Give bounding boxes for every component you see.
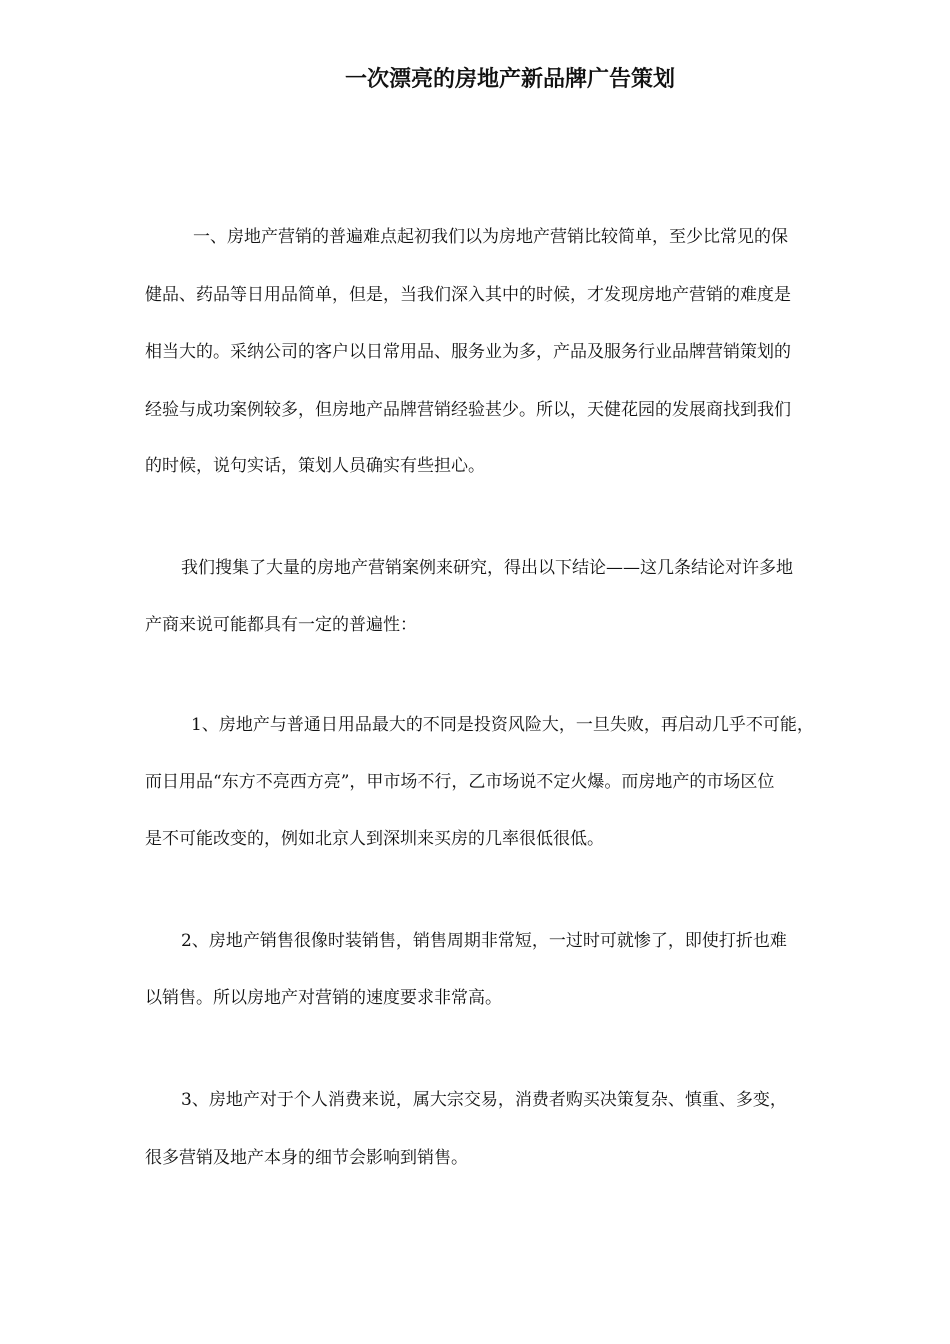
paragraph-line: 一、房地产营销的普遍难点起初我们以为房地产营销比较简单，至少比常见的保: [193, 227, 788, 247]
paragraph-line: 经验与成功案例较多，但房地产品牌营销经验甚少。所以，天健花园的发展商找到我们: [145, 400, 791, 420]
paragraph-line: 的时候，说句实话，策划人员确实有些担心。: [145, 456, 485, 476]
paragraph-line: 而日用品“东方不亮西方亮”，甲市场不行，乙市场说不定火爆。而房地产的市场区位: [145, 772, 775, 792]
paragraph-line: 我们搜集了大量的房地产营销案例来研究，得出以下结论——这几条结论对许多地: [181, 558, 793, 578]
paragraph-line: 2、房地产销售很像时装销售，销售周期非常短，一过时可就惨了，即使打折也难: [181, 931, 787, 951]
paragraph-line: 产商来说可能都具有一定的普遍性：: [145, 615, 417, 635]
paragraph-line: 相当大的。采纳公司的客户以日常用品、服务业为多，产品及服务行业品牌营销策划的: [145, 342, 791, 362]
paragraph-line: 以销售。所以房地产对营销的速度要求非常高。: [145, 988, 502, 1008]
paragraph-line: 是不可能改变的，例如北京人到深圳来买房的几率很低很低。: [145, 829, 604, 849]
paragraph-line: 很多营销及地产本身的细节会影响到销售。: [145, 1148, 468, 1168]
paragraph-line: 1、房地产与普通日用品最大的不同是投资风险大，一旦失败，再启动几乎不可能，: [191, 715, 814, 735]
document-title: 一次漂亮的房地产新品牌广告策划: [344, 66, 675, 92]
paragraph-line: 健品、药品等日用品简单，但是，当我们深入其中的时候，才发现房地产营销的难度是: [145, 285, 791, 305]
paragraph-line: 3、房地产对于个人消费来说，属大宗交易，消费者购买决策复杂、慎重、多变，: [181, 1090, 787, 1110]
